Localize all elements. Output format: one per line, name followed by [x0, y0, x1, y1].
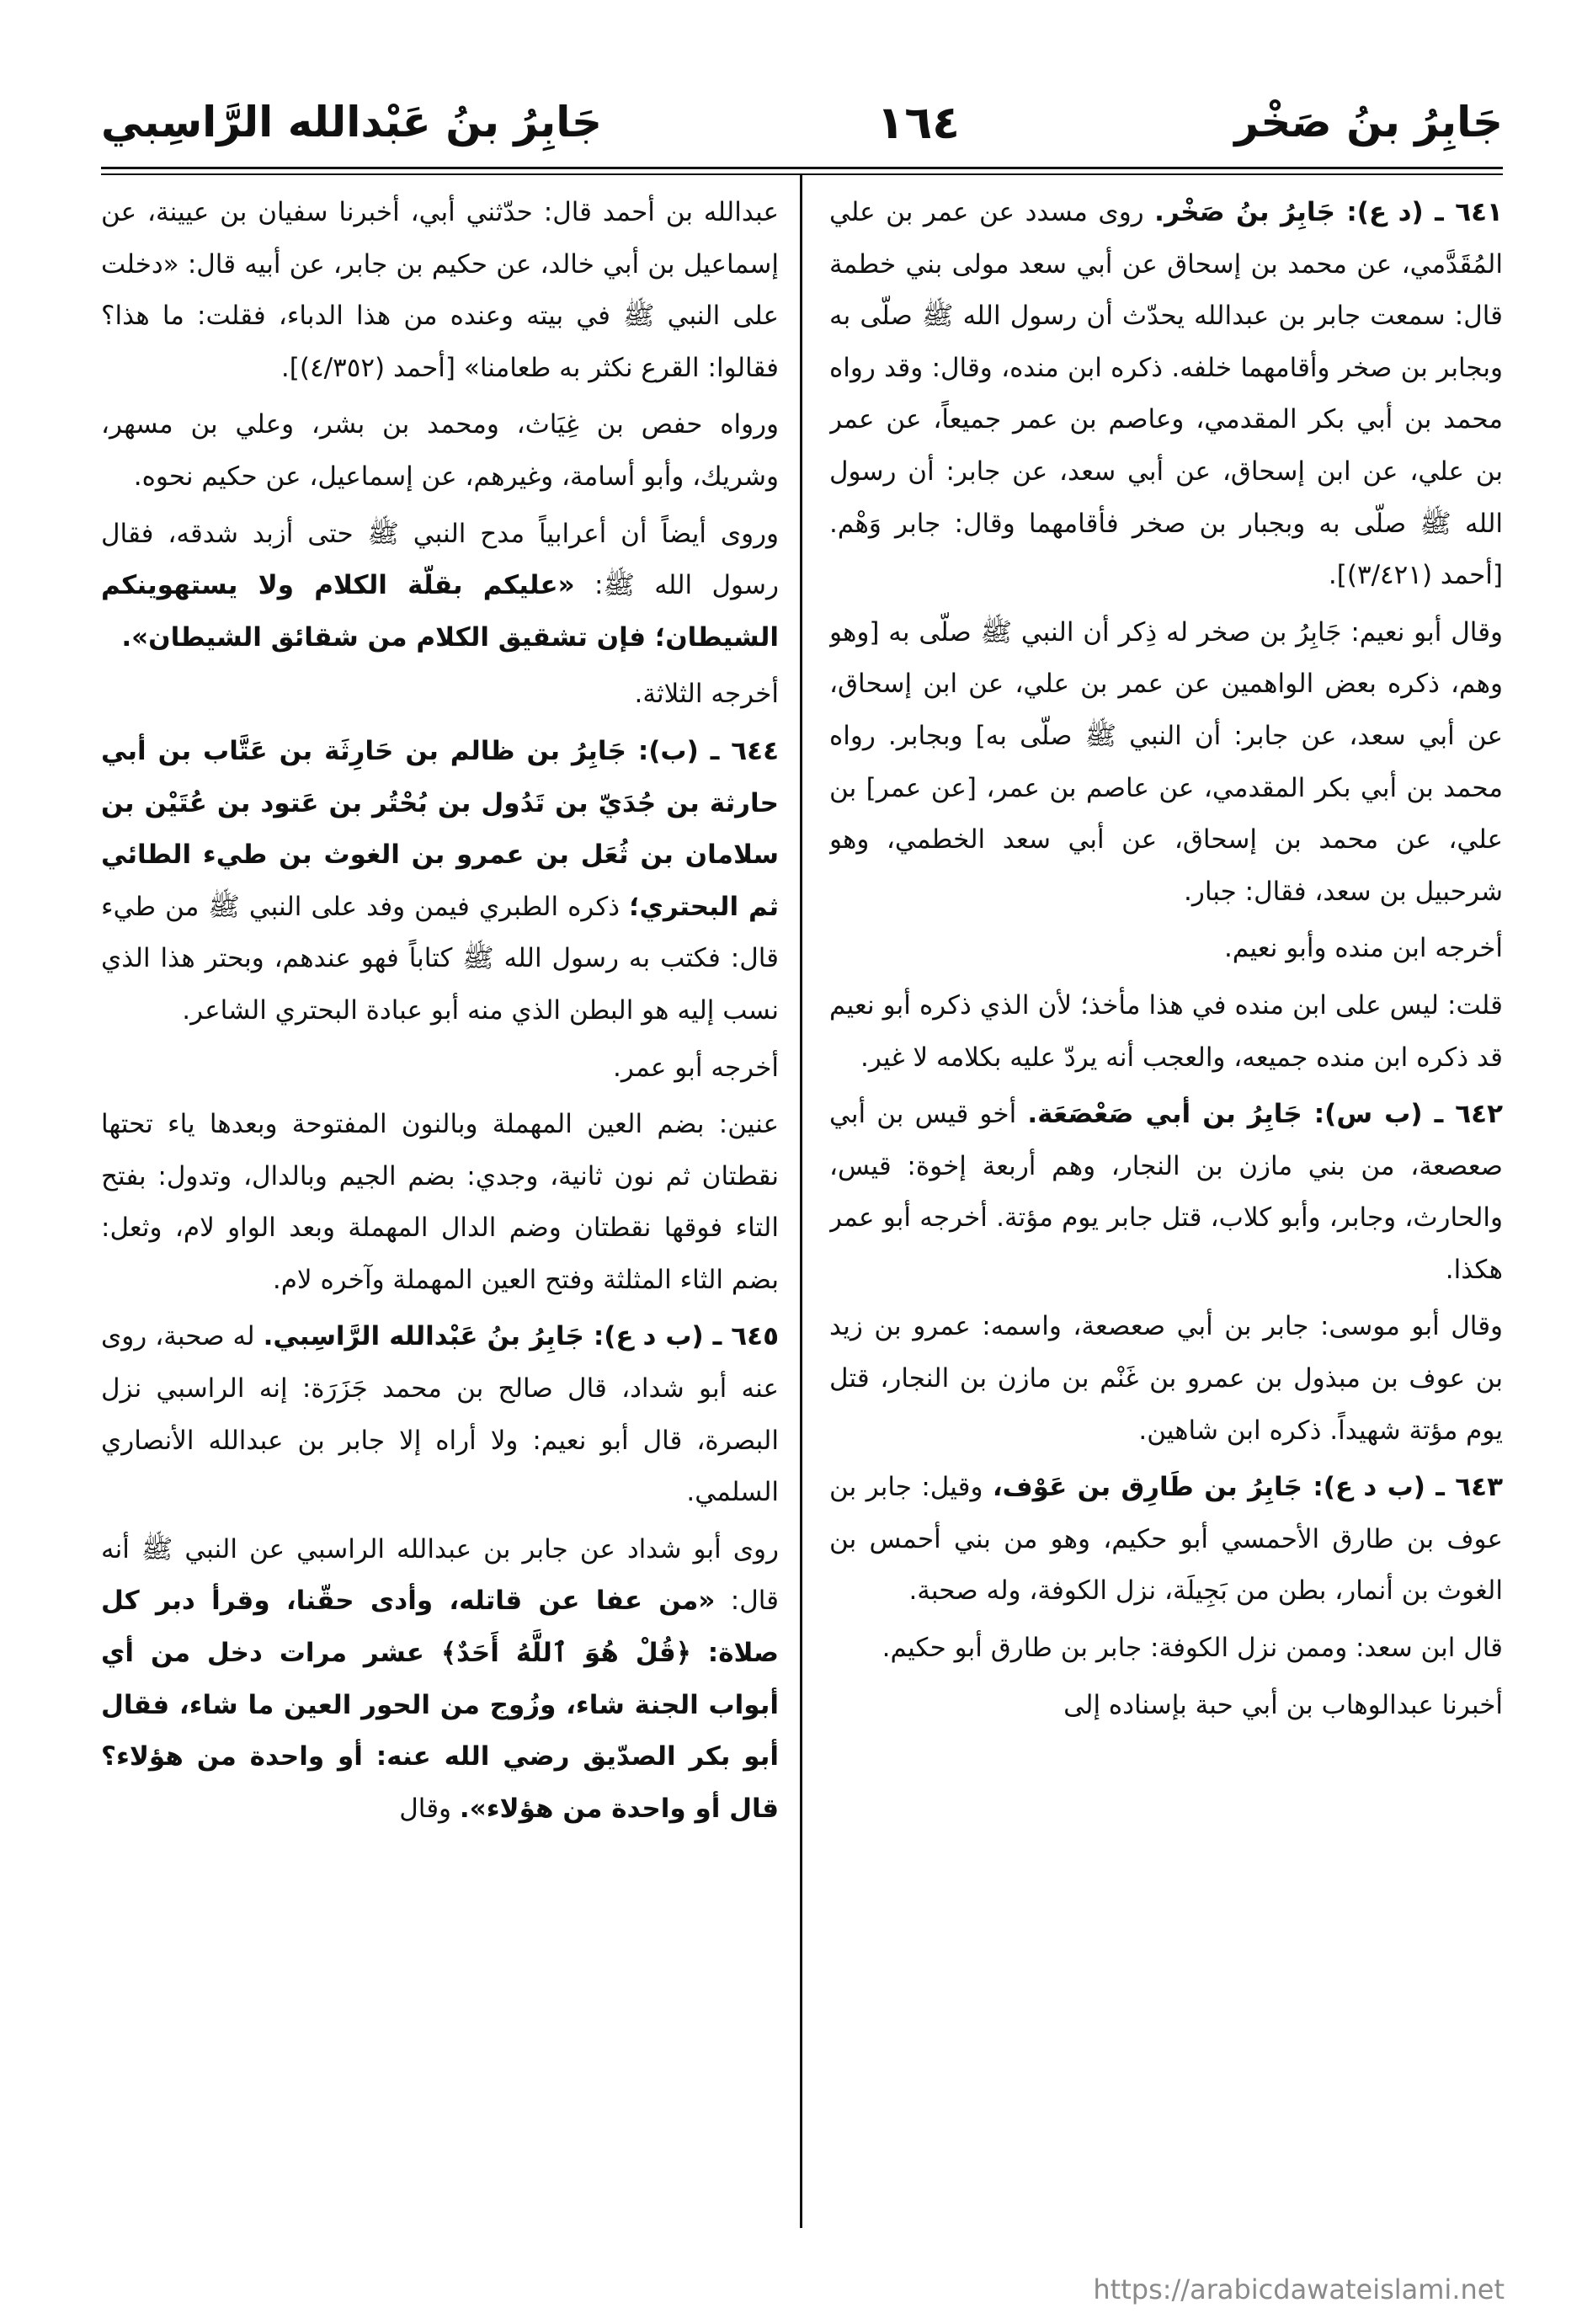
page-number: ١٦٤	[876, 95, 961, 149]
paragraph-isnad: أخبرنا عبدالوهاب بن أبي حبة بإسناده إلى	[1063, 1689, 1503, 1720]
hadith-abu-shaddad-quote: «من عفا عن قاتله، وأدى حقّنا، وقرأ دبر كل صلاة: ﴿قُلْ هُوَ ٱللَّهُ أَحَدٌ﴾ عشر مرات دخل من أي أبواب الجنة شاء، وزُوج من الحور العين ما شاء، فقال أبو بكر الصدّيق رضي الله عنه: أو واحدة من هؤلاء؟ قال أو واحدة من هؤلاء».	[101, 1586, 779, 1824]
header-rule-thick	[101, 167, 1503, 169]
watermark-url: https://arabicdawateislami.net	[1093, 2273, 1505, 2305]
entry-643	[829, 1462, 1503, 1618]
paragraph-takhrij-thalatha: أخرجه الثلاثة.	[634, 679, 779, 710]
entry-642-text: أخو قيس بن أبي صعصعة، من بني مازن بن النجار، وهم أربعة إخوة: قيس، والحارث، وجابر، وأبو كلاب، قتل جابر يوم مؤتة. أخرجه أبو عمر هكذا.	[829, 1099, 1503, 1285]
entry-642-heading: ٦٤٢ ـ (ب س): جَابِرُ بن أبي صَعْصَعَة.	[1027, 1099, 1503, 1130]
paragraph-hadith-abu-shaddad	[101, 1524, 779, 1836]
entry-641	[829, 187, 1503, 602]
entry-642	[829, 1089, 1503, 1296]
entry-643-text: وقيل: جابر بن عوف بن طارق الأحمسي أبو حكيم، وهو من بني أحمس بن الغوث بن أنمار، بطن من بَجِيلَة، نزل الكوفة، وله صحبة.	[829, 1472, 1503, 1607]
hadith-abu-shaddad-tail: وقال	[399, 1793, 452, 1824]
left-column	[101, 187, 779, 2225]
paragraph-hadith-dubba: عبدالله بن أحمد قال: حدّثني أبي، أخبرنا سفيان بن عيينة، عن إسماعيل بن أبي خالد، عن حكيم بن جابر، عن أبيه قال: «دخلت على النبي ﷺ في بيته وعنده من هذا الدباء، فقلت: ما هذا؟ فقالوا: القرع نكثر به طعامنا» [أحمد (٤/٣٥٢)].	[101, 197, 779, 383]
entry-643-heading: ٦٤٣ ـ (ب د ع): جَابِرُ بن طَارِق بن عَوْف،	[992, 1472, 1503, 1503]
header-left-title: جَابِرُ بنُ عَبْدالله الرَّاسِبي	[101, 98, 603, 147]
hadith-abu-shaddad-intro: روى أبو شداد عن جابر بن عبدالله الراسبي عن النبي ﷺ أنه قال:	[101, 1533, 779, 1617]
paragraph-takhrij-641: أخرجه ابن منده وأبو نعيم.	[1223, 933, 1503, 964]
running-header	[101, 80, 1503, 164]
paragraph-ibn-saad: قال ابن سعد: وممن نزل الكوفة: جابر بن طارق أبو حكيم.	[882, 1633, 1503, 1664]
header-right-title: جَابِرُ بنُ صَخْر	[1234, 98, 1503, 147]
paragraph-hadith-kalam	[101, 509, 779, 664]
column-divider	[800, 173, 802, 2228]
paragraph-spelling-notes: عنين: بضم العين المهملة وبالنون المفتوحة وبعدها ياء تحتها نقطتان ثم نون ثانية، وجدي: بضم الجيم وبالدال، وتدول: بفتح التاء فوقها نقطتان وضم الدال المهملة وبعد الواو لام، وثعل: بضم الثاء المثلثة وفتح العين المهملة وآخره لام.	[101, 1109, 779, 1295]
paragraph-takhrij-abu-umar: أخرجه أبو عمر.	[612, 1052, 779, 1083]
entry-645-text: له صحبة، روى عنه أبو شداد، قال صالح بن محمد جَزَرَة: إنه الراسبي نزل البصرة، قال أبو نعيم: ولا أراه إلا جابر بن عبدالله الأنصاري السلمي.	[101, 1321, 779, 1508]
entry-644-heading: ٦٤٤ ـ (ب): جَابِرُ بن ظالم بن حَارِثَة بن عَتَّاب بن أبي حارثة بن جُدَيّ بن تَدُول بن بُحْتُر بن عَتود بن عُتَيْن بن سلامان بن ثُعَل بن عمرو بن الغوث بن طيء الطائي ثم البحتري؛	[101, 735, 779, 922]
entry-641-text: روى مسدد عن عمر بن علي المُقَدَّمي، عن محمد بن إسحاق عن أبي سعد مولى بني خطمة قال: سمعت جابر بن عبدالله يحدّث أن رسول الله ﷺ صلّى به وبجابر بن صخر وأقامهما خلفه. ذكره ابن منده، وقال: وقد رواه محمد بن أبي بكر المقدمي، وعاصم بن عمر جميعاً، عن عمر بن علي، عن ابن إسحاق، عن أبي سعد، عن جابر: أن رسول الله ﷺ صلّى به وبجبار بن صخر فأقامهما وقال: جابر وَهْم. [أحمد (٣/٤٢١)].	[829, 197, 1503, 591]
paragraph-abu-musa: وقال أبو موسى: جابر بن أبي صعصعة، واسمه: عمرو بن زيد بن عوف بن مبذول بن عمرو بن غَنْم بن مازن بن النجار، قتل يوم مؤتة شهيداً. ذكره ابن شاهين.	[829, 1311, 1503, 1446]
paragraph-author-note: قلت: ليس على ابن منده في هذا مأخذ؛ لأن الذي ذكره أبو نعيم قد ذكره ابن منده جميعه، والعجب أنه يردّ عليه بكلامه لا غير.	[829, 989, 1503, 1073]
paragraph-abu-nuaym: وقال أبو نعيم: جَابِرُ بن صخر له ذِكر أن النبي ﷺ صلّى به [وهو وهم، ذكره بعض الواهمين عن عمر بن علي، عن ابن إسحاق، عن أبي سعد، عن جابر: أن النبي ﷺ صلّى به] وبجابر. رواه محمد بن أبي بكر المقدمي، عن عاصم بن عمر، [عن عمر] بن علي، عن محمد بن إسحاق، عن أبي سعد الخطمي، وهو شرحبيل بن سعد، فقال: جبار.	[829, 616, 1503, 907]
entry-645-heading: ٦٤٥ ـ (ب د ع): جَابِرُ بنُ عَبْدالله الرَّاسِبي.	[263, 1321, 779, 1352]
hadith-kalam-quote: «عليكم بقلّة الكلام ولا يستهوينكم الشيطان؛ فإن تشقيق الكلام من شقائق الشيطان».	[101, 570, 779, 653]
entry-645	[101, 1311, 779, 1518]
entry-644-text: ذكره الطبري فيمن وفد على النبي ﷺ من طيء قال: فكتب به رسول الله ﷺ كتاباً فهو عندهم، وبحتر هذا الذي نسب إليه هو البطن الذي منه أبو عبادة البحتري الشاعر.	[101, 891, 779, 1026]
entry-641-heading: ٦٤١ ـ (د ع): جَابِرُ بنُ صَخْر.	[1154, 197, 1503, 227]
right-column	[829, 187, 1503, 2225]
hadith-kalam-intro: وروى أيضاً أن أعرابياً مدح النبي ﷺ حتى أزبد شدقه، فقال رسول الله ﷺ:	[101, 518, 779, 601]
entry-644	[101, 726, 779, 1037]
paragraph-riwaya: ورواه حفص بن غِيَاث، ومحمد بن بشر، وعلي بن مسهر، وشريك، وأبو أسامة، وغيرهم، عن إسماعيل، عن حكيم نحوه.	[101, 409, 779, 492]
